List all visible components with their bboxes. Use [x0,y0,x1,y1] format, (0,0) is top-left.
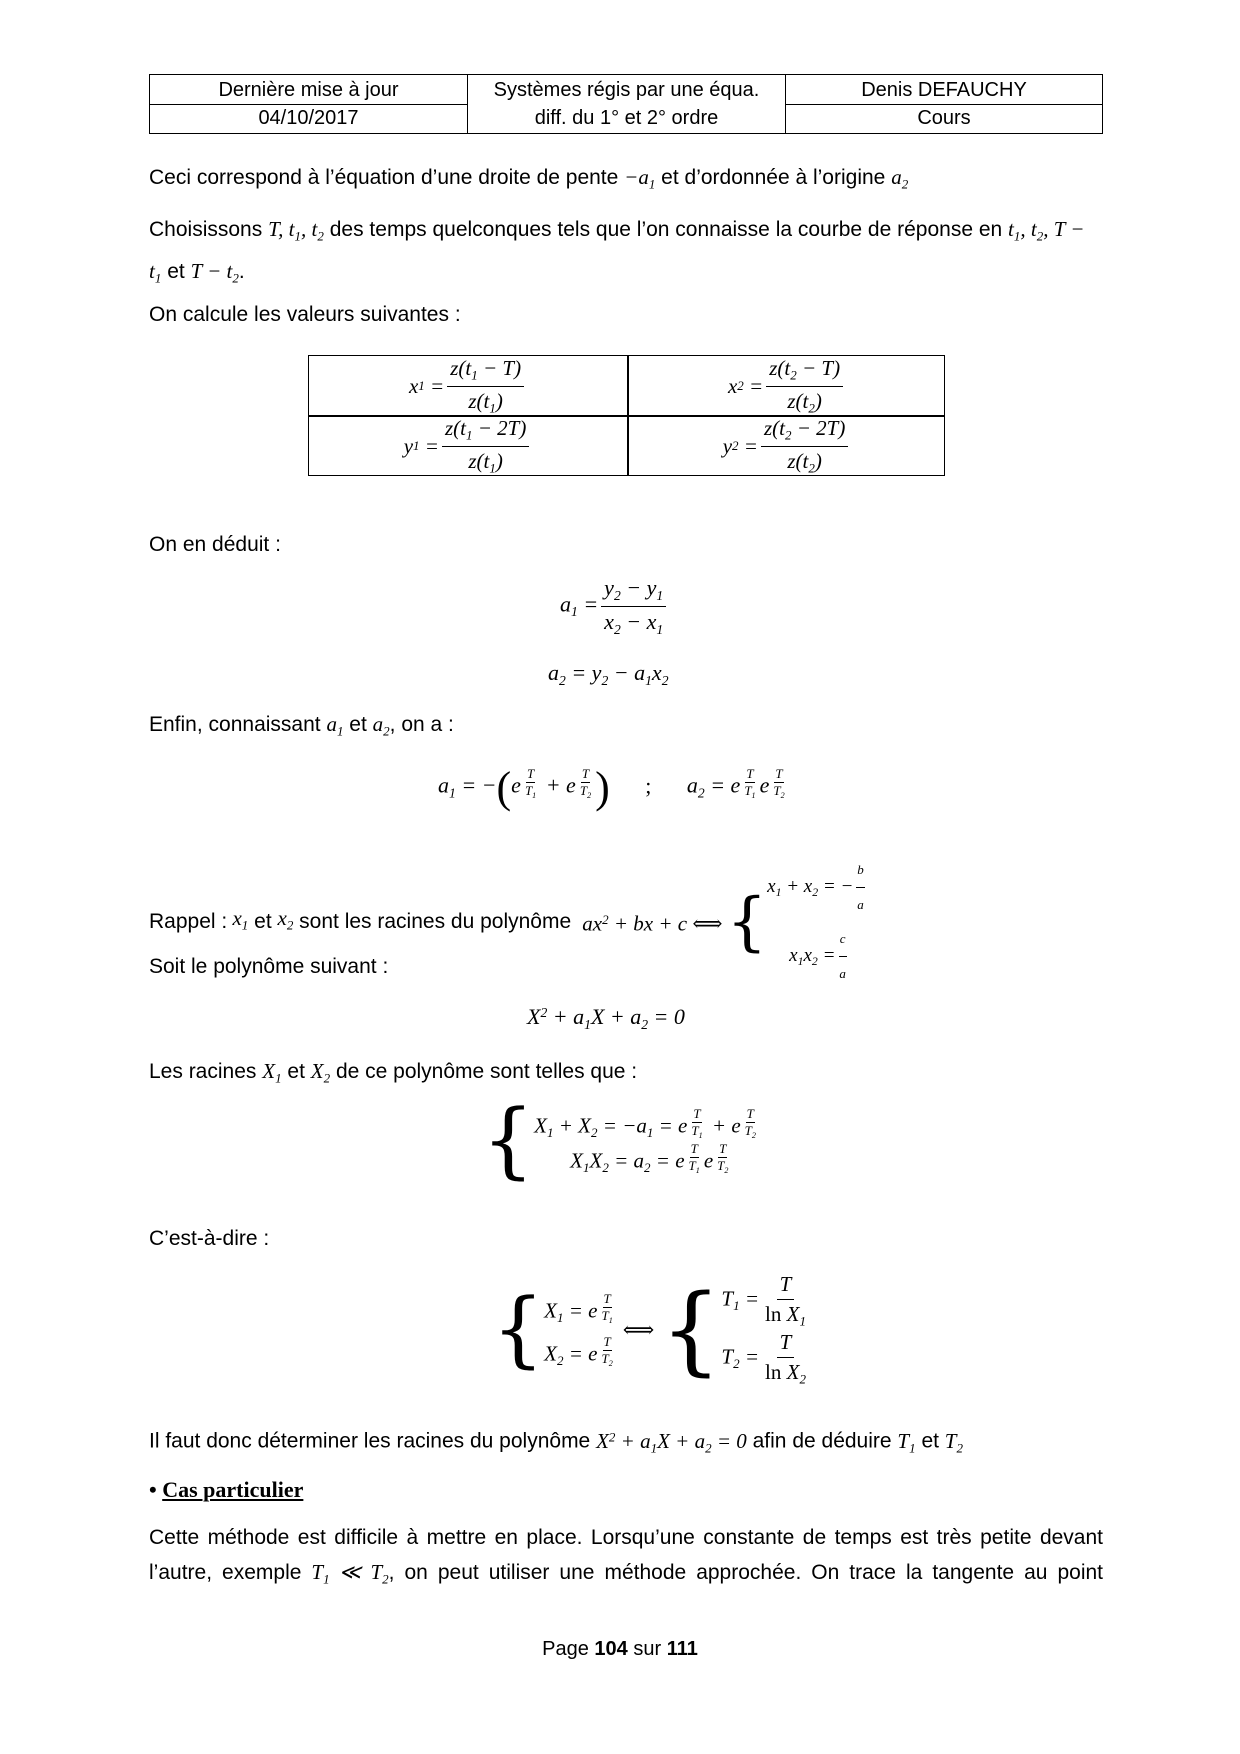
paragraph-conclusion: Il faut donc déterminer les racines du polynôme $X^2 + a_1X + a_2 = 0$ afin de déduire $T_1$ et $T_2$ [149,1428,963,1456]
a2-formula: $a_2 = y_2 - a_1x_2$ [548,660,669,688]
document-title: Systèmes régis par une équa. diff. du 1° et 2° ordre [468,75,786,133]
paragraph-choix-temps: Choisissons T, $t_1$, $t_2$ des temps quelconques tels que l’on connaisse la courbe de réponse en $t_1$, $t_2$, T − $t_1$ et $T - t_2$. [149,217,1085,286]
xy-definition-table [308,355,945,476]
updated-label: Dernière mise à jour [150,75,468,105]
header-table [149,74,1103,134]
paragraph-cest-a-dire: C’est-à-dire : [149,1227,270,1250]
y2-formula: y 2 = $\frac{z(t_2 - 2T)}{z(t_2)}$ [628,416,946,476]
paragraph-connaissant: Enfin, connaissant $a_1$ et $a_2$, on a : [149,712,454,739]
a1-formula: $a_1$ = $\frac{y_2 - y_1}{x_2 - x_1}$ [560,575,669,638]
x2-formula: x 2 = $\frac{z(t_2 - T)}{z(t_2)}$ [628,356,946,416]
paragraph-deduit: On en déduit : [149,533,281,556]
paragraph-methode: Cette méthode est difficile à mettre en place. Lorsqu’une constante de temps est très petite devant l’autre, exemple $T_1$ ≪ $T_2$, on peut utiliser une méthode approchée. On trace la tangente au point [149,1526,1103,1587]
total-pages: 111 [666,1638,698,1660]
paragraph-droite: Ceci correspond à l’équation d’une droite de pente $-a_1$ et d’ordonnée à l’origine $a_2$ [149,165,909,192]
update-date: 04/10/2017 [150,105,468,133]
bullet-icon: • [149,1477,157,1502]
author: Denis DEFAUCHY [786,75,1102,105]
doc-type: Cours [917,107,971,129]
paragraph-valeurs: On calcule les valeurs suivantes : [149,303,461,326]
a1-a2-exponential-formula: $a_1 = -(e$ $^{\frac{T}{T_1}}$ + e $^{\frac{T}{T_2}}$ ) ; $a_2 = e$ $^{\frac{T}{T_1}}$ e $^{\frac{T}{T_2}}$ [438,763,785,812]
time-constants-system: { $X_1 = e$ $^{\frac{T}{T_1}}$ $X_2 = e$ $^{\frac{T}{T_2}}$ ⟺ { $T_1$ = $\frac{T}{\ln X_1}$ $T_2$ = $\frac{T}{\ln X_2}$ [492,1272,806,1387]
section-cas-particulier: • Cas particulier [149,1477,304,1502]
paragraph-rappel: Rappel : $x_1$ et $x_2$ sont les racines du polynôme $ax^2$ + bx + c ⟺ { $x_1 + x_2$ = − $\frac{b}{a}$ $x_1x_2$ = $\frac{c}{a}$ [149,853,868,991]
y1-formula: y 1 = $\frac{z(t_1 - 2T)}{z(t_1)}$ [309,416,627,476]
x1-formula: x 1 = $\frac{z(t_1 - T)}{z(t_1)}$ [309,356,627,416]
page-number: 104 [594,1638,628,1660]
page-footer: Page 104 sur 111 [542,1638,698,1660]
paragraph-polynome: Soit le polynôme suivant : [149,955,389,978]
roots-system: { $X_1 + X_2 = -a_1 = e$ $^{\frac{T}{T_1}}$ + e $^{\frac{T}{T_2}}$ $X_1X_2 = a_2 = e$ $^{\frac{T}{T_1}}$ e $^{\frac{T}{T_2}}$ [482,1093,756,1188]
paragraph-racines: Les racines $X_1$ et $X_2$ de ce polynôme sont telles que : [149,1059,638,1086]
polynomial-equation: $X^2 + a_1X + a_2 = 0$ [527,1004,685,1032]
